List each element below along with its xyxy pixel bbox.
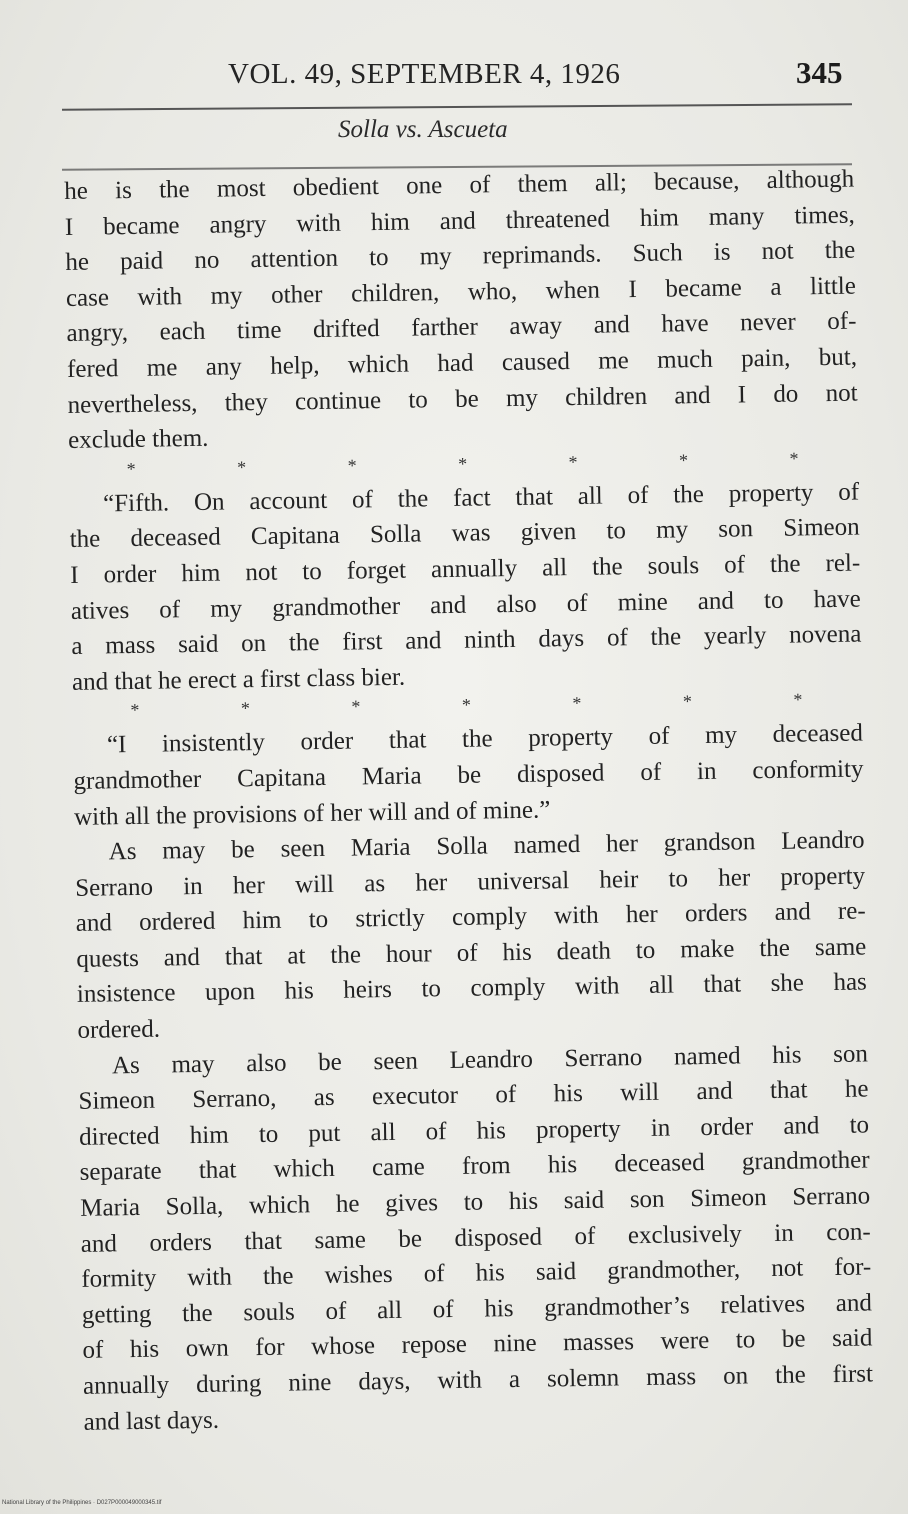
paragraph-insistently: [73, 716, 865, 835]
text-line: case with my other children, who, when I became a little: [65, 272, 857, 312]
text-line: exclude them.: [67, 424, 209, 455]
text-line: and last days.: [83, 1406, 220, 1436]
text-line: and orders that same be disposed of exclusively in con-: [80, 1218, 871, 1258]
text-line: ordered.: [77, 1015, 161, 1044]
star-mark: *: [789, 448, 799, 469]
text-line: directed him to put all of his property in order and to: [78, 1111, 870, 1151]
star-mark: *: [682, 691, 693, 712]
paragraph-leandro-serrano: [78, 1036, 874, 1440]
text-line: annually during nine days, with a solemn mass on the first: [82, 1360, 874, 1400]
text-line: getting the souls of all of his grandmother’s relatives and: [81, 1289, 873, 1329]
text-line: he paid no attention to my reprimands. Such is not the: [65, 236, 856, 277]
paragraph-fifth: [69, 474, 862, 700]
text-line: formity with the wishes of his said grandmother, not for-: [81, 1253, 872, 1294]
star-mark: *: [240, 698, 251, 719]
text-line: As may also be seen Leandro Serrano named his son: [111, 1040, 869, 1080]
star-mark: *: [793, 689, 803, 710]
case-title: Solla vs. Ascueta: [338, 116, 508, 143]
page-number: 345: [796, 55, 843, 90]
text-line: insistence upon his heirs to comply with all that she has: [76, 968, 868, 1009]
text-line: and ordered him to strictly comply with her orders and re-: [75, 897, 866, 938]
text-line: quests and that at the hour of his death to make the same: [76, 933, 867, 973]
text-line: “Fifth. On account of the fact that all of the property of: [102, 478, 860, 518]
text-line: a mass said on the first and ninth days of the yearly novena: [71, 620, 862, 661]
body-text: [64, 162, 874, 1440]
text-line: separate that which came from his deceased grandmother: [79, 1146, 870, 1187]
star-mark: *: [461, 694, 472, 716]
paragraph-continuation: [64, 162, 858, 459]
star-mark: *: [572, 693, 582, 714]
star-mark: *: [236, 456, 247, 478]
star-mark: *: [130, 700, 140, 721]
scan-credit: National Library of the Philippines · D027P000049000345.tif: [2, 1500, 162, 1506]
star-mark: *: [351, 696, 361, 717]
star-mark: *: [678, 449, 689, 471]
text-line: fered me any help, which had caused me much pain, but,: [66, 343, 858, 383]
text-line: “I insistently order that the property of my deceased: [106, 719, 864, 759]
running-head: VOL. 49, SEPTEMBER 4, 1926: [228, 58, 621, 90]
text-line: As may be seen Maria Solla named her grandson Leandro: [108, 826, 865, 866]
text-line: of his own for whose repose nine masses were to be said: [82, 1324, 873, 1365]
text-line: the deceased Capitana Solla was given to my son Simeon: [69, 513, 860, 554]
text-line: I order him not to forget annually all the souls of the rel-: [70, 549, 861, 589]
text-line: Serrano in her will as her universal heir to her property: [75, 862, 866, 902]
header-rule: [62, 103, 852, 111]
star-mark: *: [347, 455, 357, 476]
text-line: angry, each time drifted farther away and have never of-: [66, 307, 857, 348]
text-line: Simeon Serrano, as executor of his will and that he: [78, 1075, 869, 1116]
paragraph-maria-solla: [74, 823, 867, 1049]
text-line: Maria Solla, which he gives to his said son Simeon Serrano: [80, 1182, 871, 1222]
text-line: atives of my grandmother and also of mine and to have: [70, 585, 861, 625]
text-line: and that he erect a first class bier.: [71, 663, 406, 696]
text-line: nevertheless, they continue to be my children and I do not: [67, 379, 858, 419]
star-mark: *: [126, 458, 136, 479]
text-line: I became angry with him and threatened him many times,: [64, 201, 855, 241]
star-mark: *: [568, 451, 578, 472]
star-mark: *: [457, 453, 468, 474]
text-line: he is the most obedient one of them all; because, although: [64, 165, 855, 205]
text-line: with all the provisions of her will and of mine.”: [73, 795, 551, 831]
text-line: grandmother Capitana Maria be disposed of in conformity: [73, 755, 864, 795]
